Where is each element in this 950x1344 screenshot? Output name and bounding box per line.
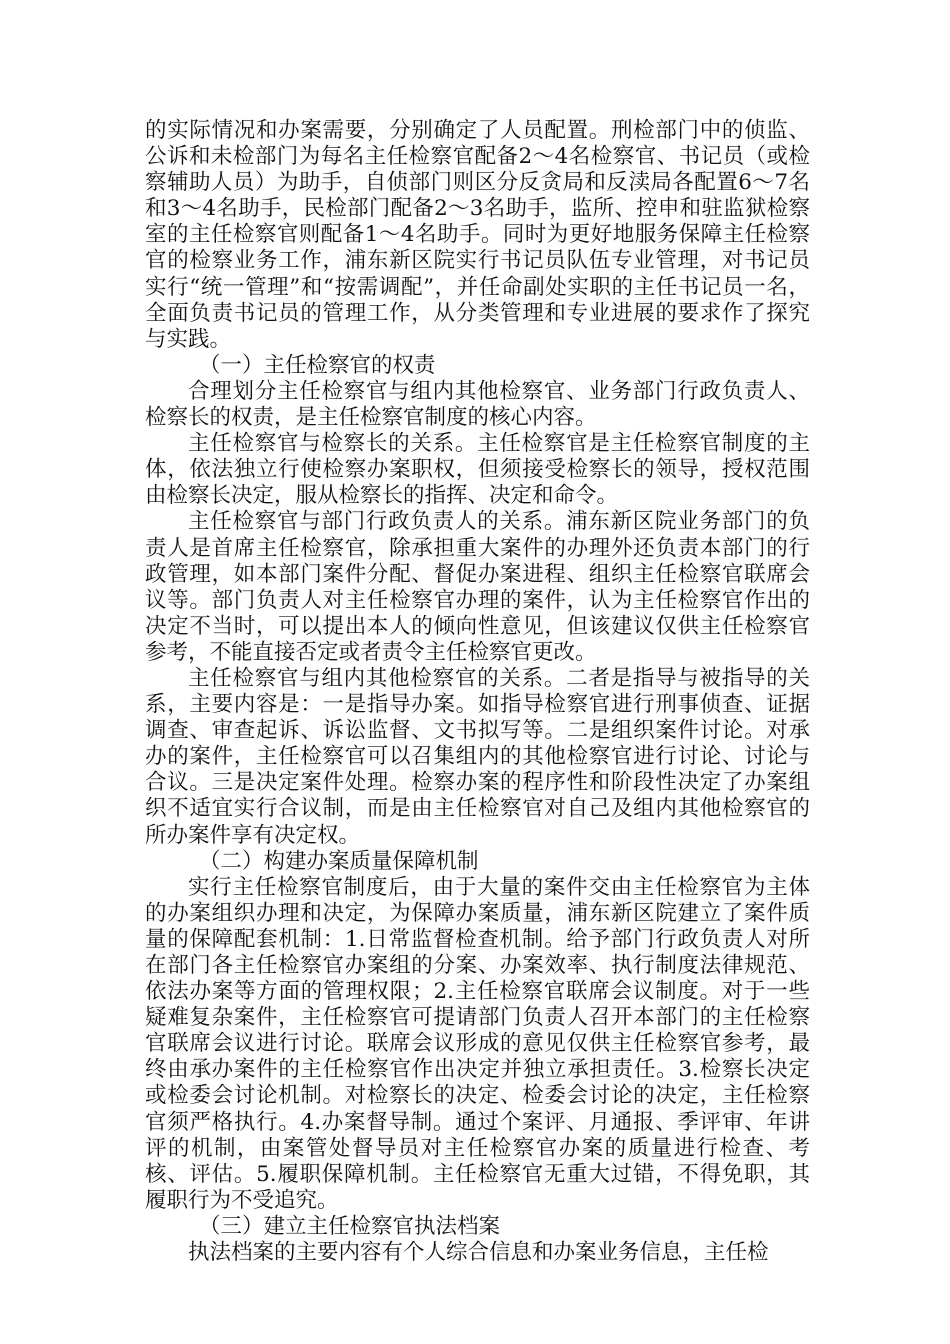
paragraph-continuation: 的实际情况和办案需要，分别确定了人员配置。刑检部门中的侦监、公诉和未检部门为每名主任检察官配备2～4名检察官、书记员（或检察辅助人员）为助手，自侦部门则区分反贪局和反渎局各配置6～7名和3～4名助手，民检部门配备2～3名助手，监所、控申和驻监狱检察室的主任检察官则配备1～4名助手。同时为更好地服务保障主任检察官的检察业务工作，浦东新区院实行书记员队伍专业管理，对书记员实行“统一管理”和“按需调配”，并任命副处实职的主任书记员一名，全面负责书记员的管理工作，从分类管理和专业进展的要求作了探究与实践。 [145, 118, 810, 352]
section-heading-3: （三）建立主任检察官执法档案 [199, 1213, 501, 1239]
section-heading-1: （一）主任检察官的权责 [199, 352, 436, 378]
document-page [145, 118, 810, 1266]
paragraph-department-head-relation: 主任检察官与部门行政负责人的关系。浦东新区院业务部门的负责人是首席主任检察官，除承担重大案件的办理外还负责本部门的行政管理，如本部门案件分配、督促办案进程、组织主任检察官联席会议等。部门负责人对主任检察官办理的案件，认为主任检察官作出的决定不当时，可以提出本人的倾向性意见，但该建议仅供主任检察官参考，不能直接否定或者责令主任检察官更改。 [145, 509, 810, 665]
paragraph-group-procurator-relation: 主任检察官与组内其他检察官的关系。二者是指导与被指导的关系，主要内容是：一是指导办案。如指导检察官进行刑事侦查、证据调查、审查起诉、诉讼监督、文书拟写等。二是组织案件讨论。对承办的案件，主任检察官可以召集组内的其他检察官进行讨论、讨论与合议。三是决定案件处理。检察办案的程序性和阶段性决定了办案组织不适宜实行合议制，而是由主任检察官对自己及组内其他检察官的所办案件享有决定权。 [145, 665, 810, 848]
paragraph-quality-mechanism: 实行主任检察官制度后，由于大量的案件交由主任检察官为主体的办案组织办理和决定，为保障办案质量，浦东新区院建立了案件质量的保障配套机制：1.日常监督检查机制。给予部门行政负责人对所在部门各主任检察官办案组的分案、办案效率、执行制度法律规范、依法办案等方面的管理权限；2.主任检察官联席会议制度。对于一些疑难复杂案件，主任检察官可提请部门负责人召开本部门的主任检察官联席会议进行讨论。联席会议形成的意见仅供主任检察官参考，最终由承办案件的主任检察官作出决定并独立承担责任。3.检察长决定或检委会讨论机制。对检察长的决定、检委会讨论的决定，主任检察官须严格执行。4.办案督导制。通过个案评、月通报、季评审、年讲评的机制，由案管处督导员对主任检察官办案的质量进行检查、考核、评估。5.履职保障机制。主任检察官无重大过错，不得免职，其履职行为不受追究。 [145, 874, 810, 1213]
paragraph-chief-procurator-relation: 主任检察官与检察长的关系。主任检察官是主任检察官制度的主体，依法独立行使检察办案职权，但须接受检察长的领导，授权范围由检察长决定，服从检察长的指挥、决定和命令。 [145, 431, 810, 509]
paragraph-powers-intro: 合理划分主任检察官与组内其他检察官、业务部门行政负责人、检察长的权责，是主任检察官制度的核心内容。 [145, 378, 810, 431]
paragraph-archive-intro: 执法档案的主要内容有个人综合信息和办案业务信息，主任检 [188, 1240, 769, 1266]
section-heading-2: （二）构建办案质量保障机制 [199, 848, 479, 874]
